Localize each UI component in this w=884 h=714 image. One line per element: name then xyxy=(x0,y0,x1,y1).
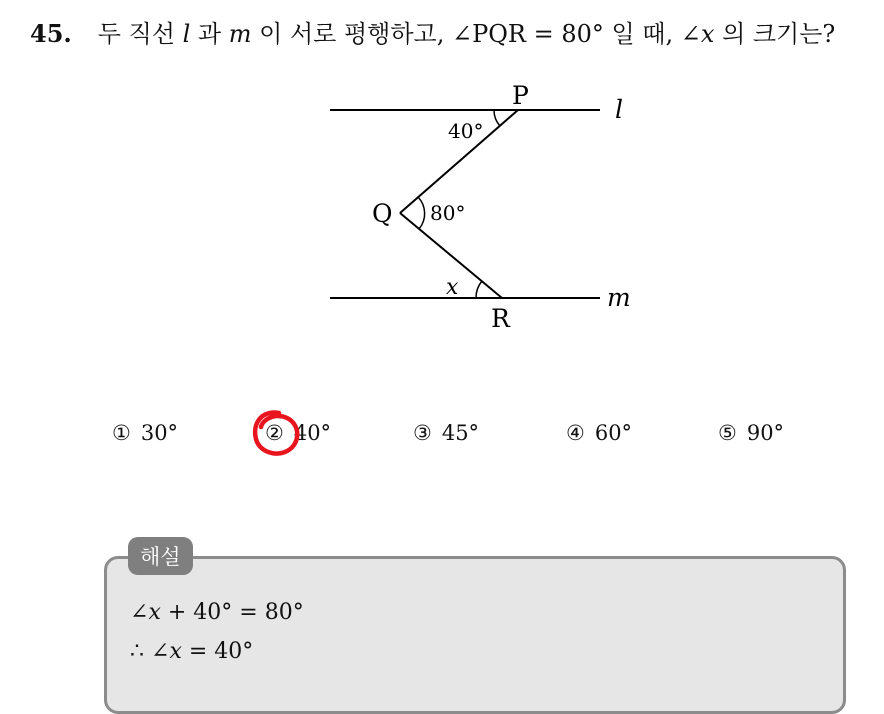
choice-5-value: 90° xyxy=(746,421,785,445)
angle-arc-p xyxy=(494,110,500,126)
choice-2-mark: ② xyxy=(265,421,284,445)
solution-line-1-pre: ∠ xyxy=(130,600,149,625)
choice-3[interactable] xyxy=(413,421,479,445)
label-line-l: l xyxy=(615,95,623,124)
question-text-part1: 두 직선 xyxy=(97,20,175,48)
choice-1-value: 30° xyxy=(140,421,179,445)
choice-3-value: 45° xyxy=(441,421,480,445)
label-angle-80: 80° xyxy=(430,201,466,225)
label-angle-x: x xyxy=(446,275,459,300)
angle-arc-x xyxy=(476,281,482,298)
solution-line-1-post: + 40° = 80° xyxy=(160,600,304,625)
solution-line-2-pre: ∴ ∠ xyxy=(130,639,170,664)
choice-4-value: 60° xyxy=(594,421,633,445)
question-line-l: l xyxy=(182,20,191,48)
solution-box xyxy=(104,556,846,714)
solution-line-1-var: x xyxy=(148,600,161,625)
choice-2-value: 40° xyxy=(293,421,332,445)
question-text-part2: 과 xyxy=(197,20,222,48)
solution-line-2-post: = 40° xyxy=(181,639,254,664)
angle-arc-q xyxy=(418,197,425,229)
question-text-part4: 의 크기는? xyxy=(722,20,836,48)
question-line-m: m xyxy=(228,20,252,48)
choice-4[interactable] xyxy=(566,421,632,445)
choice-4-mark: ④ xyxy=(566,421,585,445)
choice-5-mark: ⑤ xyxy=(718,421,737,445)
solution-label: 해설 xyxy=(128,537,193,575)
label-angle-40: 40° xyxy=(448,119,484,143)
label-p: P xyxy=(512,81,529,110)
label-r: R xyxy=(491,304,510,333)
label-line-m: m xyxy=(607,283,631,312)
answer-circle-mark xyxy=(246,405,306,465)
choice-1[interactable] xyxy=(112,421,178,445)
question-number: 45. xyxy=(30,19,72,48)
choice-5[interactable] xyxy=(718,421,784,445)
solution-line-2 xyxy=(130,639,253,664)
question-text-part3: 이 서로 평행하고, ∠PQR = 80° 일 때, ∠ xyxy=(259,20,701,48)
solution-line-1 xyxy=(130,600,304,625)
label-q: Q xyxy=(372,199,393,228)
choice-1-mark: ① xyxy=(112,421,131,445)
choice-3-mark: ③ xyxy=(413,421,432,445)
solution-line-2-var: x xyxy=(169,639,182,664)
question-var-x: x xyxy=(700,20,715,48)
